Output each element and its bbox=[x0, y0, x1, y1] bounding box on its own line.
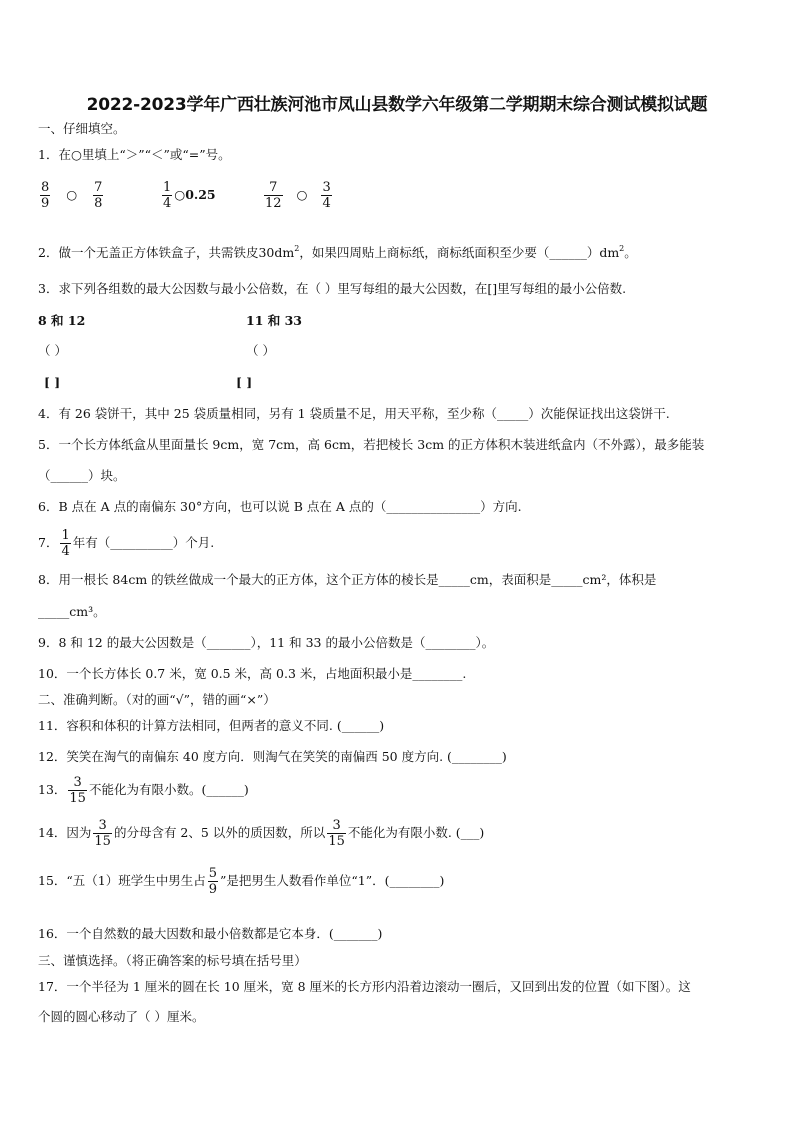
question-1: 1．在○里填上“＞”“＜”或“=”号。 bbox=[38, 147, 231, 162]
q1-item-c bbox=[262, 180, 334, 211]
fraction: $\frac{3}{15}$ bbox=[94, 818, 111, 849]
question-15: 15．“五（1）班学生中男生占 $\frac{5}{9}$ ”是把男生人数看作单位“1”．(________) bbox=[38, 866, 445, 897]
page-title: 2022-2023学年广西壮族河池市凤山县数学六年级第二学期期末综合测试模拟试题 bbox=[86, 95, 708, 115]
question-4: 4．有 26 袋饼干，其中 25 袋质量相同，另有 1 袋质量不足，用天平称，至少称（_____）次能保证找出这袋饼干. bbox=[38, 406, 670, 421]
question-14: 14．因为 $\frac{3}{15}$ 的分母含有 2、5 以外的质因数，所以 $\frac{3}{15}$ 不能化为有限小数. (___) bbox=[38, 818, 485, 849]
q3-group-2: 11 和 33 bbox=[246, 313, 302, 328]
question-17: 17．一个半径为 1 厘米的圆在长 10 厘米，宽 8 厘米的长方形内沿着边滚动一圈后，又回到出发的位置（如下图）。这 bbox=[38, 979, 691, 994]
question-11: 11．容积和体积的计算方法相同，但两者的意义不同. (______) bbox=[38, 718, 385, 733]
fraction: $\frac{8}{9}$ bbox=[41, 180, 50, 211]
fraction: $\frac{1}{4}$ bbox=[163, 180, 172, 211]
fraction: $\frac{5}{9}$ bbox=[208, 866, 218, 897]
q1-item-b bbox=[160, 180, 216, 211]
q3-gcd-blank-1[interactable]: （ ） bbox=[38, 343, 67, 358]
question-6: 6．B 点在 A 点的南偏东 30°方向，也可以说 B 点在 A 点的（_______________）方向. bbox=[38, 499, 522, 514]
question-8: 8．用一根长 84cm 的铁丝做成一个最大的正方体，这个正方体的棱长是_____cm，表面积是_____cm²，体积是 bbox=[38, 572, 657, 587]
q3-group-1: 8 和 12 bbox=[38, 313, 86, 328]
question-12: 12．笑笑在淘气的南偏东 40 度方向．则淘气在笑笑的南偏西 50 度方向. (________) bbox=[38, 749, 507, 764]
question-5-cont: （______）块。 bbox=[38, 468, 126, 483]
q3-gcd-blank-2[interactable]: （ ） bbox=[246, 343, 275, 358]
section-2-heading: 二、准确判断。（对的画“√”，错的画“×”） bbox=[38, 692, 276, 707]
q3-lcm-blank-1[interactable]: [ ] bbox=[44, 375, 61, 390]
fraction: $\frac{1}{4}$ bbox=[61, 528, 70, 559]
section-3-heading: 三、谨慎选择。（将正确答案的标号填在括号里） bbox=[38, 953, 307, 968]
fraction: $\frac{7}{12}$ bbox=[265, 180, 282, 211]
question-8-cont: _____cm³。 bbox=[38, 604, 106, 619]
question-5: 5．一个长方体纸盒从里面量长 9cm，宽 7cm，高 6cm，若把棱长 3cm 的正方体积木装进纸盒内（不外露），最多能装 bbox=[38, 437, 705, 452]
question-3: 3．求下列各组数的最大公因数与最小公倍数，在（ ）里写每组的最大公因数，在[]里写每组的最小公倍数. bbox=[38, 281, 627, 296]
compare-circle[interactable]: ○0.25 bbox=[174, 187, 216, 202]
question-9: 9．8 和 12 的最大公因数是（_______），11 和 33 的最小公倍数是（________）。 bbox=[38, 635, 495, 650]
fraction: $\frac{3}{15}$ bbox=[328, 818, 345, 849]
fraction: $\frac{7}{8}$ bbox=[94, 180, 103, 211]
question-7: 7． $\frac{1}{4}$ 年有（__________）个月. bbox=[38, 528, 215, 559]
fraction: $\frac{3}{15}$ bbox=[69, 775, 86, 806]
compare-circle[interactable]: ○ bbox=[296, 187, 308, 202]
section-1-heading: 一、仔细填空。 bbox=[38, 121, 126, 136]
question-16: 16．一个自然数的最大因数和最小倍数都是它本身．(_______) bbox=[38, 926, 383, 941]
question-17-cont: 个圆的圆心移动了（ ）厘米。 bbox=[38, 1009, 205, 1024]
q3-lcm-blank-2[interactable]: [ ] bbox=[236, 375, 253, 390]
question-13: 13． $\frac{3}{15}$ 不能化为有限小数。(______) bbox=[38, 775, 249, 806]
question-10: 10．一个长方体长 0.7 米，宽 0.5 米，高 0.3 米，占地面积最小是________. bbox=[38, 666, 467, 681]
fraction: $\frac{3}{4}$ bbox=[322, 180, 331, 211]
question-2: 2．做一个无盖正方体铁盒子，共需铁皮$30dm^2$，如果四周贴上商标纸，商标纸面积至少要$(\_\_\_\_\_\_)dm^2$。 bbox=[38, 244, 637, 260]
compare-circle[interactable]: ○ bbox=[66, 187, 78, 202]
q1-item-a bbox=[38, 180, 105, 211]
